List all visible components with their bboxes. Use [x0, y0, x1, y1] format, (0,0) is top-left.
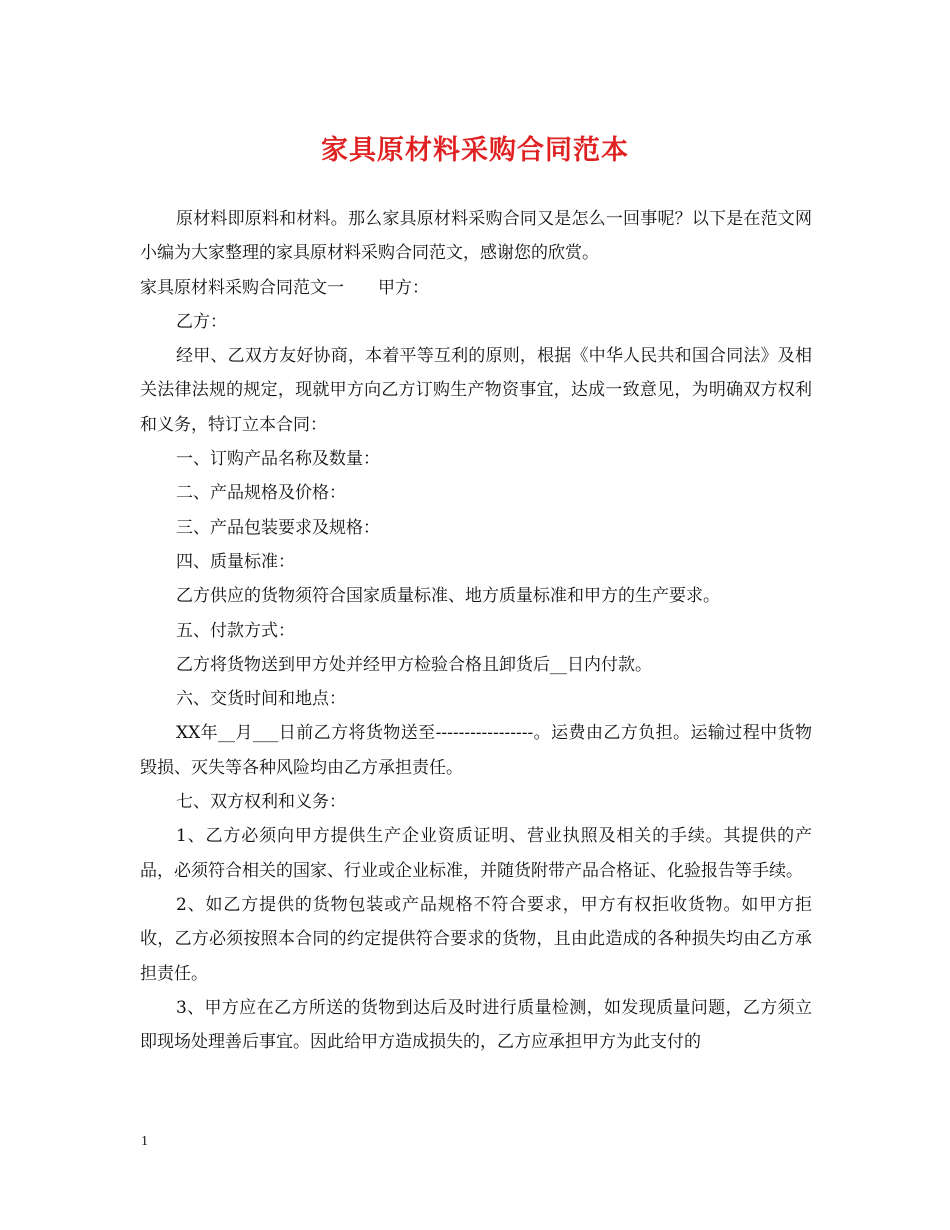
clause-paragraph: 2、如乙方提供的货物包装或产品规格不符合要求，甲方有权拒收货物。如甲方拒收，乙方必须按照本合同的约定提供符合要求的货物，且由此造成的各种损失均由乙方承担责任。 [140, 894, 812, 984]
contract-heading-line: 家具原材料采购合同范文一 甲方： [140, 277, 429, 298]
clause-paragraph: 乙方将货物送到甲方处并经甲方检验合格且卸货后__日内付款。 [176, 654, 652, 675]
party-b-line: 乙方： [176, 311, 227, 332]
section-heading: 七、双方权利和义务： [176, 792, 346, 813]
clause-paragraph: 1、乙方必须向甲方提供生产企业资质证明、营业执照及相关的手续。其提供的产品，必须符合相关的国家、行业或企业标准，并随货附带产品合格证、化验报告等手续。 [140, 826, 812, 881]
document-title: 家具原材料采购合同范本 [321, 135, 629, 166]
clause-paragraph: XX年__月___日前乙方将货物送至-----------------。运费由乙方负担。运输过程中货物毁损、灭失等各种风险均由乙方承担责任。 [140, 723, 812, 778]
document-body [140, 202, 812, 1059]
page-number: 1 [141, 1134, 148, 1149]
intro-paragraph: 原材料即原料和材料。那么家具原材料采购合同又是怎么一回事呢？以下是在范文网小编为大家整理的家具原材料采购合同范文，感谢您的欣赏。 [140, 209, 812, 264]
section-heading: 二、产品规格及价格： [176, 483, 346, 504]
section-heading: 六、交货时间和地点： [176, 689, 346, 710]
clause-paragraph: 乙方供应的货物须符合国家质量标准、地方质量标准和甲方的生产要求。 [176, 586, 720, 607]
clause-paragraph: 3、甲方应在乙方所送的货物到达后及时进行质量检测，如发现质量问题，乙方须立即现场处理善后事宜。因此给甲方造成损失的，乙方应承担甲方为此支付的 [140, 997, 812, 1053]
section-heading: 三、产品包装要求及规格： [176, 517, 380, 538]
preamble-paragraph: 经甲、乙双方友好协商，本着平等互利的原则，根据《中华人民共和国合同法》及相关法律法规的规定，现就甲方向乙方订购生产物资事宜，达成一致意见，为明确双方权利和义务，特订立本合同： [140, 346, 812, 435]
section-heading: 四、质量标准： [176, 551, 295, 572]
section-heading: 五、付款方式： [176, 620, 295, 641]
section-heading: 一、订购产品名称及数量： [176, 449, 380, 470]
